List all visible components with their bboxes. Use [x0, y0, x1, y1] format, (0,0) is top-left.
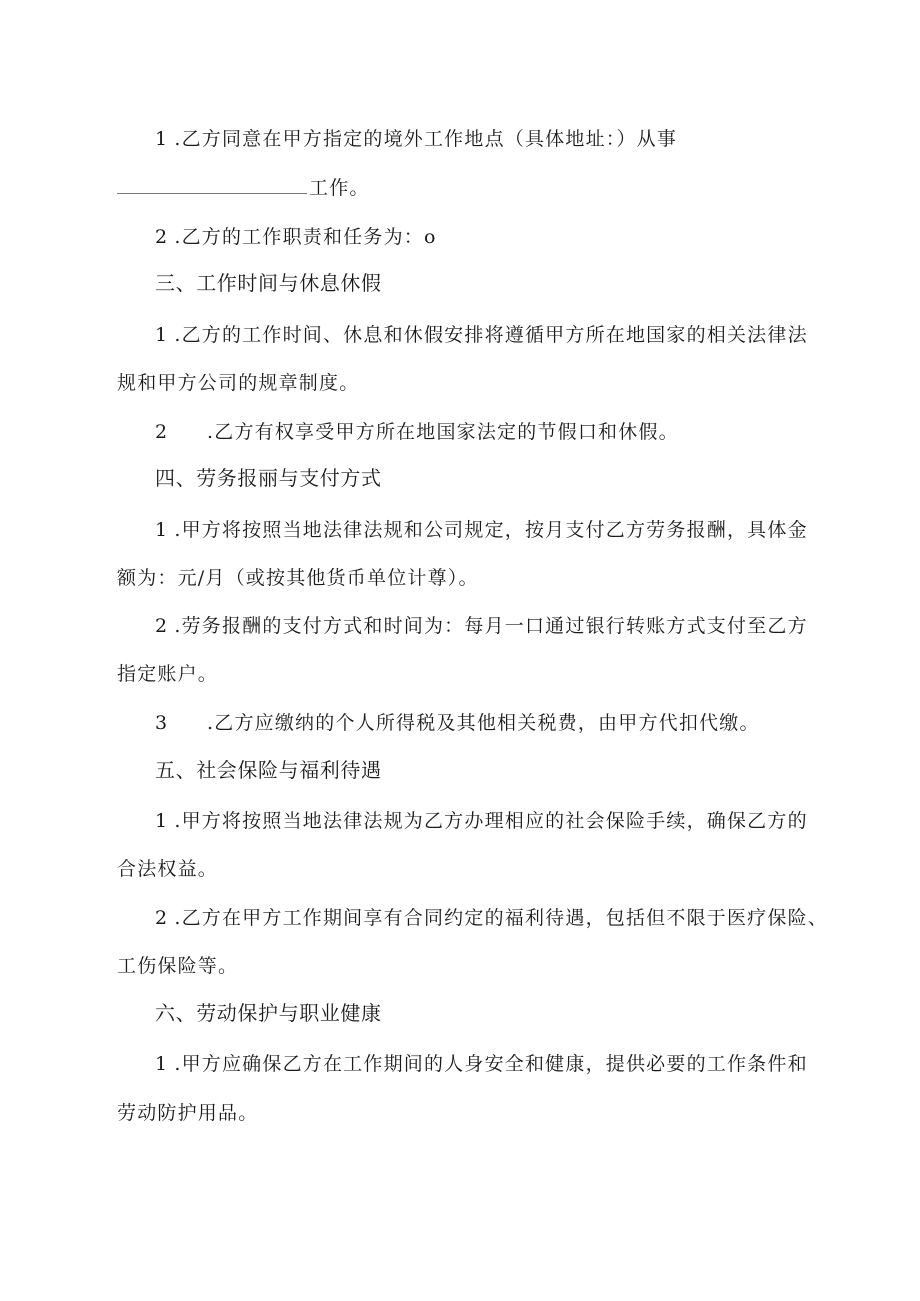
item-number: 3: [155, 712, 168, 734]
paragraph-line: 合法权益。: [117, 858, 219, 880]
paragraph-line: [155, 127, 677, 151]
paragraph-line: [155, 906, 828, 930]
paragraph-line: 劳动防护用品。: [117, 1102, 259, 1124]
section-heading: 三、工作时间与休息休假: [155, 271, 382, 295]
fill-in-blank: [117, 175, 307, 194]
paragraph-line: 指定账户。: [117, 663, 219, 685]
item-text: .劳务报酬的支付方式和时间为：每月一口通过银行转账方式支付至乙方: [174, 615, 808, 637]
item-text: .乙方有权享受甲方所在地国家法定的节假口和休假。: [207, 421, 679, 443]
item-text: .甲方应确保乙方在工作期间的人身安全和健康，提供必要的工作条件和: [174, 1053, 808, 1075]
paragraph-line: [155, 518, 808, 542]
paragraph-line: 工伤保险等。: [117, 955, 239, 977]
paragraph-line: 额为：元/月（或按其他货币单位计尊）。: [117, 567, 479, 589]
item-number: 2: [155, 421, 168, 443]
section-heading: 六、劳动保护与职业健康: [155, 1001, 382, 1025]
item-number: 1: [155, 128, 168, 150]
item-number: 1: [155, 1053, 168, 1075]
item-text: .乙方的工作职责和任务为：o: [174, 226, 437, 248]
item-text: .甲方将按照当地法律法规和公司规定，按月支付乙方劳务报酬，具体金: [174, 519, 808, 541]
paragraph-line: [155, 614, 808, 638]
paragraph-line: [155, 225, 437, 249]
paragraph-line: [117, 175, 370, 200]
paragraph-line: [155, 711, 760, 735]
paragraph-line: [155, 1052, 808, 1076]
item-number: 1: [155, 519, 168, 541]
section-heading: 五、社会保险与福利待遇: [155, 758, 382, 782]
section-heading: 四、劳务报丽与支付方式: [155, 466, 382, 490]
item-text: .甲方将按照当地法律法规为乙方办理相应的社会保险手续，确保乙方的: [174, 810, 808, 832]
paragraph-line: [155, 323, 808, 347]
item-number: 1: [155, 324, 168, 346]
paragraph-line: [155, 420, 679, 444]
item-number: 2: [155, 226, 168, 248]
item-text: .乙方的工作时间、休息和休假安排将遵循甲方所在地国家的相关法律法: [174, 324, 808, 346]
item-number: 2: [155, 615, 168, 637]
paragraph-line: [155, 809, 808, 833]
item-number: 1: [155, 810, 168, 832]
item-text: .乙方同意在甲方指定的境外工作地点（具体地址：）从事: [174, 128, 678, 150]
item-text: 工作。: [309, 177, 370, 199]
item-text: .乙方在甲方工作期间享有合同约定的福利待遇，包括但不限于医疗保险、: [174, 907, 828, 929]
paragraph-line: 规和甲方公司的规章制度。: [117, 372, 360, 394]
item-text: .乙方应缴纳的个人所得税及其他相关税费，由甲方代扣代缴。: [207, 712, 760, 734]
item-number: 2: [155, 907, 168, 929]
